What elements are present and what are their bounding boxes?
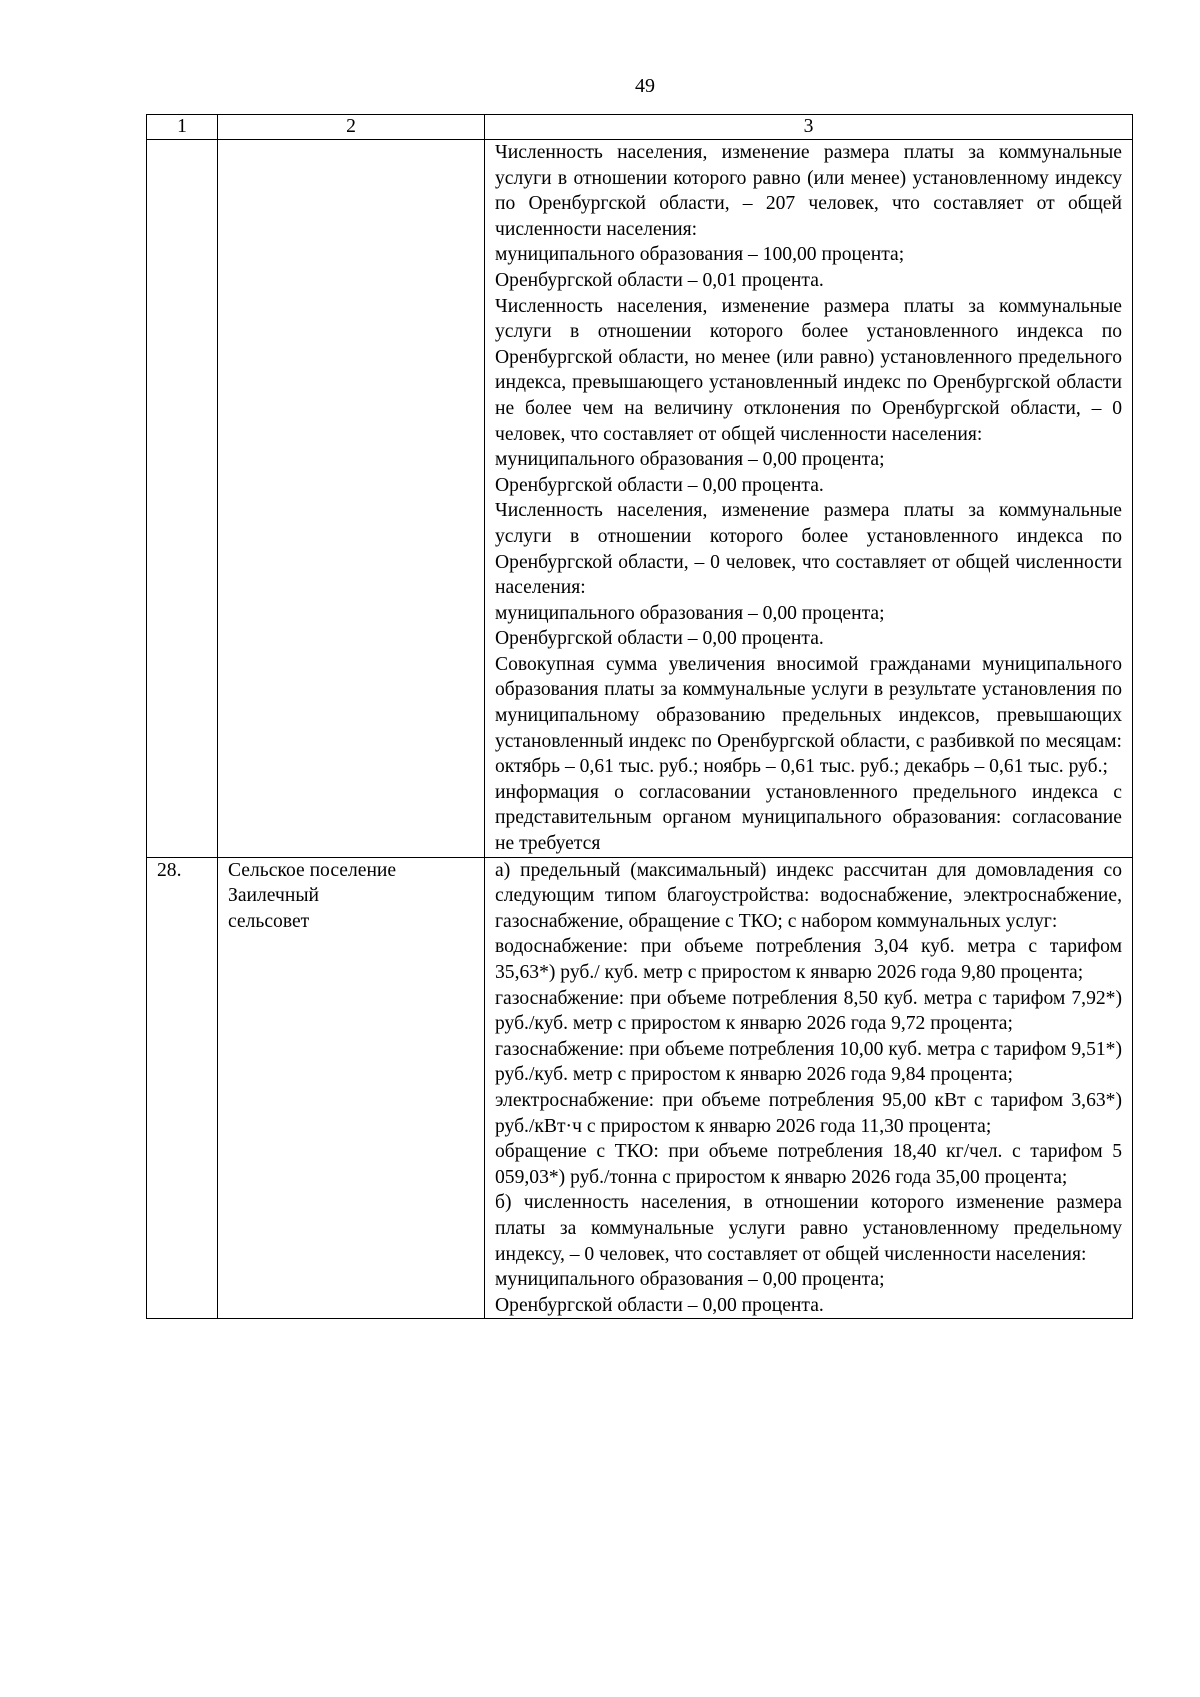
paragraph: обращение с ТКО: при объеме потребления 18,40 кг/чел. с тарифом 5 059,03*) руб./тонна с приростом к январю 2026 года 35,00 процента; (495, 1141, 1122, 1188)
column-header: 1 (147, 115, 218, 140)
paragraph: Оренбургской области – 0,01 процента. (495, 269, 824, 291)
paragraph: информация о согласовании установленного предельного индекса с представительным органом муниципального образования: согласование не требуется (495, 781, 1122, 855)
row-number: 28. (147, 857, 218, 1319)
row-number (147, 140, 218, 858)
paragraph: Численность населения, изменение размера платы за коммунальные услуги в отношении которого более установленного индекса по Оренбургской области, но менее (или равно) установленного предельного индекса, превышающего установленный индекс по Оренбургской области не более чем на величину отклонения по Оренбургской области, – 0 человек, что составляет от общей численности населения: (495, 295, 1122, 445)
column-header: 3 (485, 115, 1133, 140)
paragraph: а) предельный (максимальный) индекс рассчитан для домовладения со следующим типом благоустройства: водоснабжение, электроснабжение, газоснабжение, обращение с ТКО; с набором коммунальных услуг: (495, 859, 1122, 932)
data-table (146, 114, 1133, 1319)
municipality-name-line: сельсовет (228, 910, 310, 932)
paragraph: б) численность населения, в отношении которого изменение размера платы за коммунальные услуги равно установленному предельному индексу, – 0 человек, что составляет от общей численности населения: (495, 1192, 1122, 1265)
table-row (147, 140, 1133, 858)
paragraph: Оренбургской области – 0,00 процента. (495, 628, 824, 650)
paragraph: водоснабжение: при объеме потребления 3,04 куб. метра с тарифом 35,63*) руб./ куб. метр с приростом к январю 2026 года 9,80 процента; (495, 936, 1122, 983)
paragraph: муниципального образования – 0,00 процента; (495, 449, 885, 471)
paragraph: Оренбургской области – 0,00 процента. (495, 1294, 824, 1316)
paragraph: Оренбургской области – 0,00 процента. (495, 474, 824, 496)
paragraph: муниципального образования – 0,00 процента; (495, 1269, 885, 1291)
municipality-name-line: Заилечный (228, 885, 319, 907)
municipality-name-line: Сельское поселение (228, 859, 397, 881)
paragraph: Совокупная сумма увеличения вносимой гражданами муниципального образования платы за коммунальные услуги в результате установления по муниципальному образованию предельных индексов, превышающих установленный индекс по Оренбургской области, с разбивкой по месяцам: октябрь – 0,61 тыс. руб.; ноябрь – 0,61 тыс. руб.; декабрь – 0,61 тыс. руб.; (495, 653, 1122, 778)
row-description (485, 857, 1133, 1319)
paragraph: муниципального образования – 100,00 процента; (495, 244, 905, 266)
paragraph: электроснабжение: при объеме потребления 95,00 кВт с тарифом 3,63*) руб./кВт·ч с приростом к январю 2026 года 11,30 процента; (495, 1089, 1122, 1137)
column-header: 2 (218, 115, 485, 140)
table-row (147, 857, 1133, 1319)
paragraph: Численность населения, изменение размера платы за коммунальные услуги в отношении которого более установленного индекса по Оренбургской области, – 0 человек, что составляет от общей численности населения: (495, 500, 1122, 599)
row-description (485, 140, 1133, 858)
paragraph: Численность населения, изменение размера платы за коммунальные услуги в отношении которого равно (или менее) установленному индексу по Оренбургской области, – 207 человек, что составляет от общей численности населения: (495, 142, 1122, 240)
table-header-row (147, 115, 1133, 140)
paragraph: муниципального образования – 0,00 процента; (495, 602, 885, 624)
paragraph: газоснабжение: при объеме потребления 8,50 куб. метра с тарифом 7,92*) руб./куб. метр с приростом к январю 2026 года 9,72 процента; (495, 987, 1122, 1035)
municipality-name (218, 140, 485, 858)
municipality-name (218, 857, 485, 1319)
page-number: 49 (635, 75, 655, 97)
paragraph: газоснабжение: при объеме потребления 10,00 куб. метра с тарифом 9,51*) руб./куб. метр с приростом к январю 2026 года 9,84 процента; (495, 1038, 1122, 1086)
